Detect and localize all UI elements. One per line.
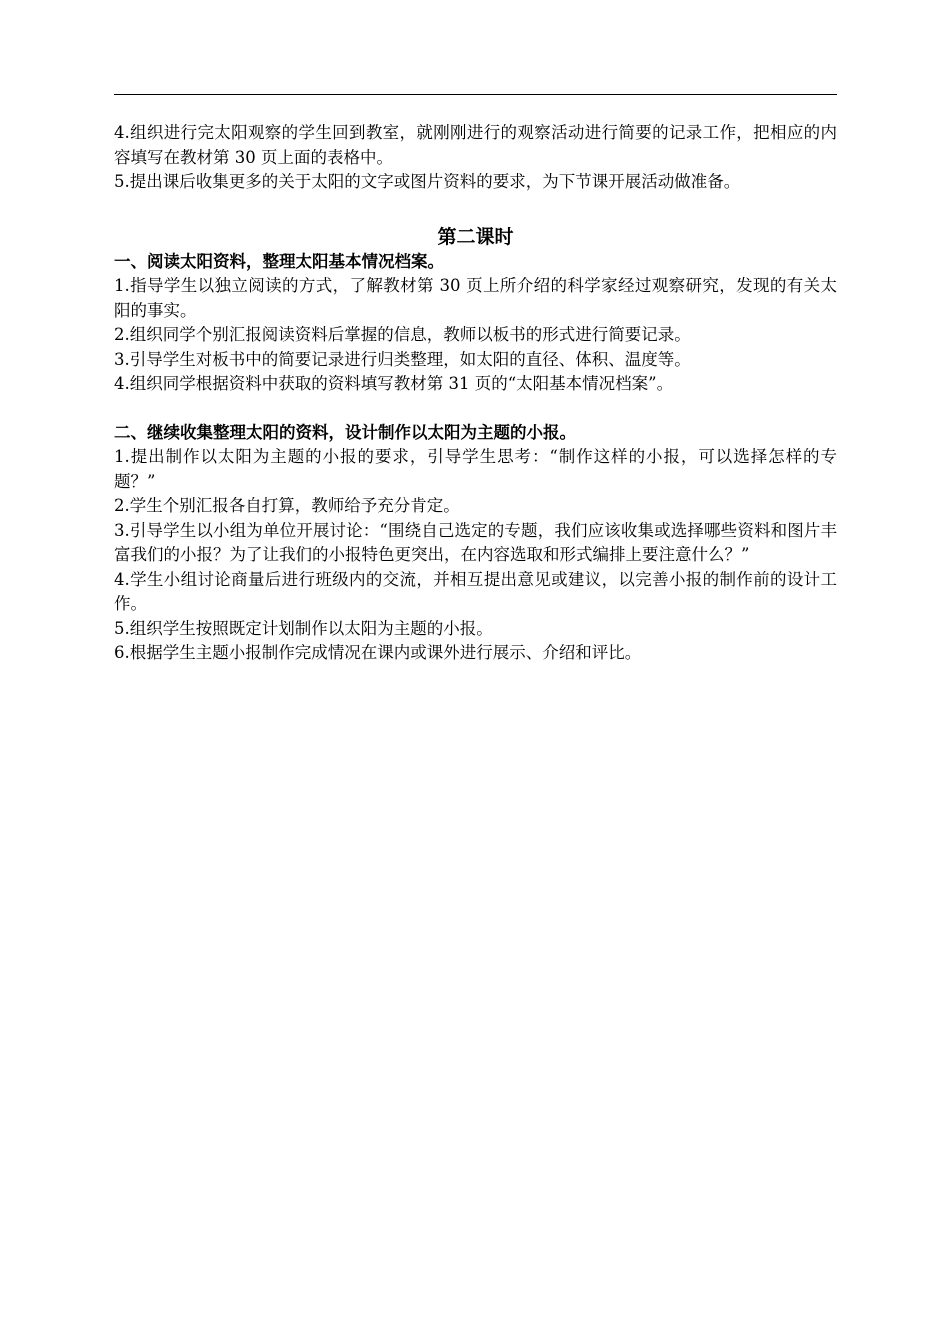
blank-line	[114, 397, 837, 421]
document-body	[114, 121, 837, 666]
paragraph: 3.引导学生以小组为单位开展讨论：“围绕自己选定的专题，我们应该收集或选择哪些资料和图片丰富我们的小报？为了让我们的小报特色更突出，在内容选取和形式编排上要注意什么？”	[114, 520, 837, 564]
section-heading: 一、阅读太阳资料，整理太阳基本情况档案。	[114, 251, 444, 271]
paragraph: 2.学生个别汇报各自打算，教师给予充分肯定。	[114, 496, 460, 515]
lesson-title: 第二课时	[437, 225, 514, 248]
header-rule	[114, 94, 837, 95]
paragraph: 5.提出课后收集更多的关于太阳的文字或图片资料的要求，为下节课开展活动做准备。	[114, 172, 741, 191]
paragraph: 4.组织同学根据资料中获取的资料填写教材第 31 页的“太阳基本情况档案”。	[114, 374, 674, 393]
paragraph: 6.根据学生主题小报制作完成情况在课内或课外进行展示、介绍和评比。	[114, 643, 642, 662]
paragraph: 2.组织同学个别汇报阅读资料后掌握的信息，教师以板书的形式进行简要记录。	[114, 325, 691, 344]
paragraph: 5.组织学生按照既定计划制作以太阳为主题的小报。	[114, 618, 493, 638]
paragraph: 1.提出制作以太阳为主题的小报的要求，引导学生思考：“制作这样的小报，可以选择怎样的专题？”	[114, 447, 837, 491]
section-heading: 二、继续收集整理太阳的资料，设计制作以太阳为主题的小报。	[114, 422, 576, 442]
paragraph: 4.组织进行完太阳观察的学生回到教室，就刚刚进行的观察活动进行简要的记录工作，把相应的内容填写在教材第 30 页上面的表格中。	[114, 123, 837, 167]
paragraph: 4.学生小组讨论商量后进行班级内的交流，并相互提出意见或建议，以完善小报的制作前的设计工作。	[114, 569, 837, 613]
paragraph: 1.指导学生以独立阅读的方式，了解教材第 30 页上所介绍的科学家经过观察研究，发现的有关太阳的事实。	[114, 276, 837, 320]
paragraph: 3.引导学生对板书中的简要记录进行归类整理，如太阳的直径、体积、温度等。	[114, 349, 691, 369]
